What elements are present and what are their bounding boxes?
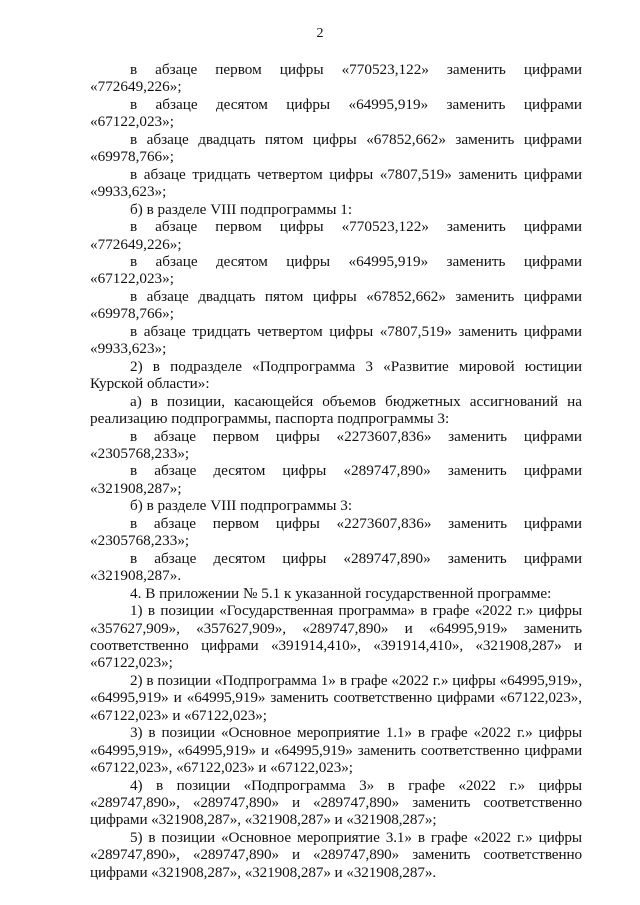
paragraph: в абзаце двадцать пятом цифры «67852,662» заменить цифрами «69978,766»; [90,287,582,323]
paragraph: в абзаце десятом цифры «289747,890» заменить цифрами «321908,287». [90,549,582,585]
paragraph: 2) в подразделе «Подпрограмма 3 «Развитие мировой юстиции Курской области»: [90,357,582,393]
paragraph: 1) в позиции «Государственная программа» в графе «2022 г.» цифры «357627,909», «357627,909», «289747,890» и «64995,919» заменить соответственно цифрами «391914,410», «391914,410», «321908,287» и «67122,023»; [90,602,582,672]
paragraph: 4) в позиции «Подпрограмма 3» в графе «2022 г.» цифры «289747,890», «289747,890» и «289747,890» заменить соответственно цифрами «321908,287», «321908,287» и «321908,287»; [90,776,582,829]
paragraph: в абзаце первом цифры «770523,122» заменить цифрами «772649,226»; [90,218,582,253]
paragraph: в абзаце тридцать четвертом цифры «7807,519» заменить цифрами «9933,623»; [90,322,582,358]
paragraph: б) в разделе VIII подпрограммы 1: [130,200,353,218]
paragraph: б) в разделе VIII подпрограммы 3: [130,497,353,515]
paragraph: 5) в позиции «Основное мероприятие 3.1» в графе «2022 г.» цифры «289747,890», «289747,890» и «289747,890» заменить соответственно цифрами «321908,287», «321908,287» и «321908,287». [90,828,582,881]
paragraph: в абзаце первом цифры «2273607,836» заменить цифрами «2305768,233»; [90,427,582,462]
paragraph: в абзаце десятом цифры «64995,919» заменить цифрами «67122,023»; [90,252,582,288]
paragraph: 3) в позиции «Основное мероприятие 1.1» в графе «2022 г.» цифры «64995,919», «64995,919» и «64995,919» заменить соответственно цифрами «67122,023», «67122,023» и «67122,023»; [90,724,582,777]
paragraph: 2) в позиции «Подпрограмма 1» в графе «2022 г.» цифры «64995,919», «64995,919» и «64995,919» заменить соответственно цифрами «67122,023», «67122,023» и «67122,023»; [90,671,582,724]
paragraph: 4. В приложении № 5.1 к указанной государственной программе: [130,584,552,602]
paragraph: в абзаце первом цифры «770523,122» заменить цифрами «772649,226»; [90,61,582,96]
paragraph: в абзаце тридцать четвертом цифры «7807,519» заменить цифрами «9933,623»; [90,165,582,201]
paragraph: а) в позиции, касающейся объемов бюджетных ассигнований на реализацию подпрограммы, паспорта подпрограммы 3: [90,392,582,428]
paragraph: в абзаце десятом цифры «64995,919» заменить цифрами «67122,023»; [90,95,582,131]
paragraph: в абзаце первом цифры «2273607,836» заменить цифрами «2305768,233»; [90,514,582,550]
paragraph: в абзаце десятом цифры «289747,890» заменить цифрами «321908,287»; [90,462,582,497]
page-number: 2 [316,26,324,41]
document-body [90,61,582,881]
paragraph: в абзаце двадцать пятом цифры «67852,662» заменить цифрами «69978,766»; [90,130,582,166]
